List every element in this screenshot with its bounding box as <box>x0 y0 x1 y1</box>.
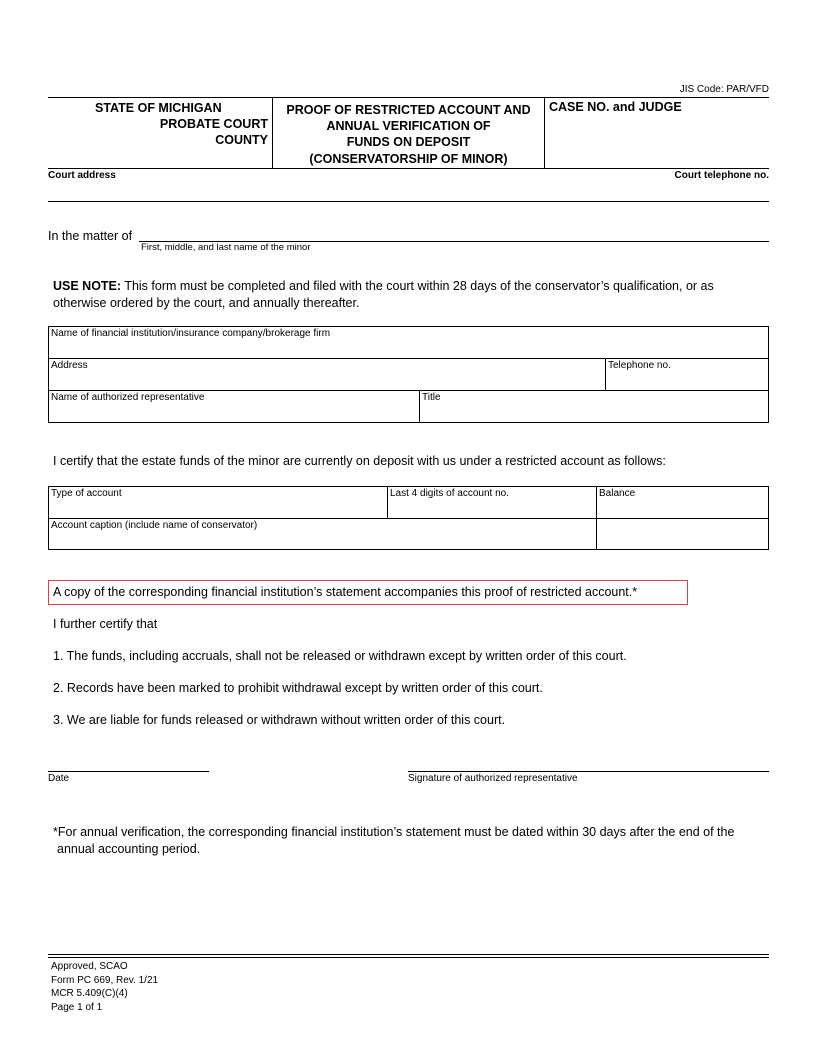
court-address-label: Court address <box>48 170 116 181</box>
signature-field[interactable] <box>408 752 769 770</box>
address-field[interactable] <box>48 358 606 391</box>
further-item-2: 2. Records have been marked to prohibit withdrawal except by written order of this court. <box>53 681 543 695</box>
signature-label: Signature of authorized representative <box>408 773 578 784</box>
court-address-field[interactable] <box>48 182 769 200</box>
footnote-line-2: annual accounting period. <box>57 841 201 856</box>
further-intro: I further certify that <box>53 617 158 631</box>
balance-field-2[interactable] <box>596 518 769 550</box>
state-name: STATE OF MICHIGAN <box>95 101 222 115</box>
footer-page: Page 1 of 1 <box>51 1001 103 1013</box>
title-label: Title <box>422 392 441 403</box>
date-field[interactable] <box>48 752 209 770</box>
county-label: COUNTY <box>215 133 268 147</box>
form-title <box>273 102 544 167</box>
date-rule <box>48 771 209 772</box>
date-label: Date <box>48 773 70 784</box>
footer-form: Form PC 669, Rev. 1/21 <box>51 974 159 986</box>
account-caption-label: Account caption (include name of conservator) <box>51 520 258 531</box>
footnote <box>53 824 769 857</box>
use-note-label: USE NOTE: <box>53 279 122 293</box>
footer-rule <box>48 954 769 958</box>
signature-rule <box>408 771 769 772</box>
title-field[interactable] <box>419 390 769 423</box>
account-type-label: Type of account <box>51 488 122 499</box>
form-title-line: FUNDS ON DEPOSIT <box>346 135 471 150</box>
footer-approved: Approved, SCAO <box>51 961 128 972</box>
use-note <box>53 278 769 311</box>
certify-statement: I certify that the estate funds of the minor are currently on deposit with us under a restricted account as follows: <box>53 454 666 468</box>
court-phone-label: Court telephone no. <box>674 170 769 181</box>
minor-name-field[interactable] <box>139 223 769 241</box>
court-info <box>48 100 268 148</box>
balance-label: Balance <box>599 488 636 499</box>
matter-label: In the matter of <box>48 229 133 243</box>
court-address-rule <box>48 201 769 202</box>
account-last4-label: Last 4 digits of account no. <box>390 488 509 499</box>
use-note-text: This form must be completed and filed with the court within 28 days of the conservator’s qualification, or as <box>124 279 714 293</box>
jis-code: JIS Code: PAR/VFD <box>679 84 769 95</box>
statement-copy-text: A copy of the corresponding financial institution’s statement accompanies this proof of restricted account.* <box>53 585 638 599</box>
matter-hint: First, middle, and last name of the minor <box>141 242 311 253</box>
footer-mcr: MCR 5.409(C)(4) <box>51 988 128 999</box>
use-note-text-2: otherwise ordered by the court, and annually thereafter. <box>53 295 360 310</box>
institution-name-label: Name of financial institution/insurance company/brokerage firm <box>51 328 331 339</box>
court-name: PROBATE COURT <box>159 117 268 131</box>
form-title-line: ANNUAL VERIFICATION OF <box>326 119 491 134</box>
form-title-line: PROOF OF RESTRICTED ACCOUNT AND <box>286 103 531 117</box>
case-no-field[interactable] <box>545 98 769 168</box>
footer-info <box>51 960 158 1014</box>
representative-label: Name of authorized representative <box>51 392 205 403</box>
further-item-1: 1. The funds, including accruals, shall not be released or withdrawn except by written order of this court. <box>53 649 627 663</box>
footnote-line-1: *For annual verification, the corresponding financial institution’s statement must be dated within 30 days after the end of the <box>53 825 735 839</box>
case-no-label: CASE NO. and JUDGE <box>549 100 682 114</box>
further-item-3: 3. We are liable for funds released or withdrawn without written order of this court. <box>53 713 506 727</box>
address-label: Address <box>51 360 88 371</box>
form-title-line: (CONSERVATORSHIP OF MINOR) <box>309 151 508 166</box>
header-bottom-rule <box>48 168 769 169</box>
telephone-label: Telephone no. <box>608 360 671 371</box>
